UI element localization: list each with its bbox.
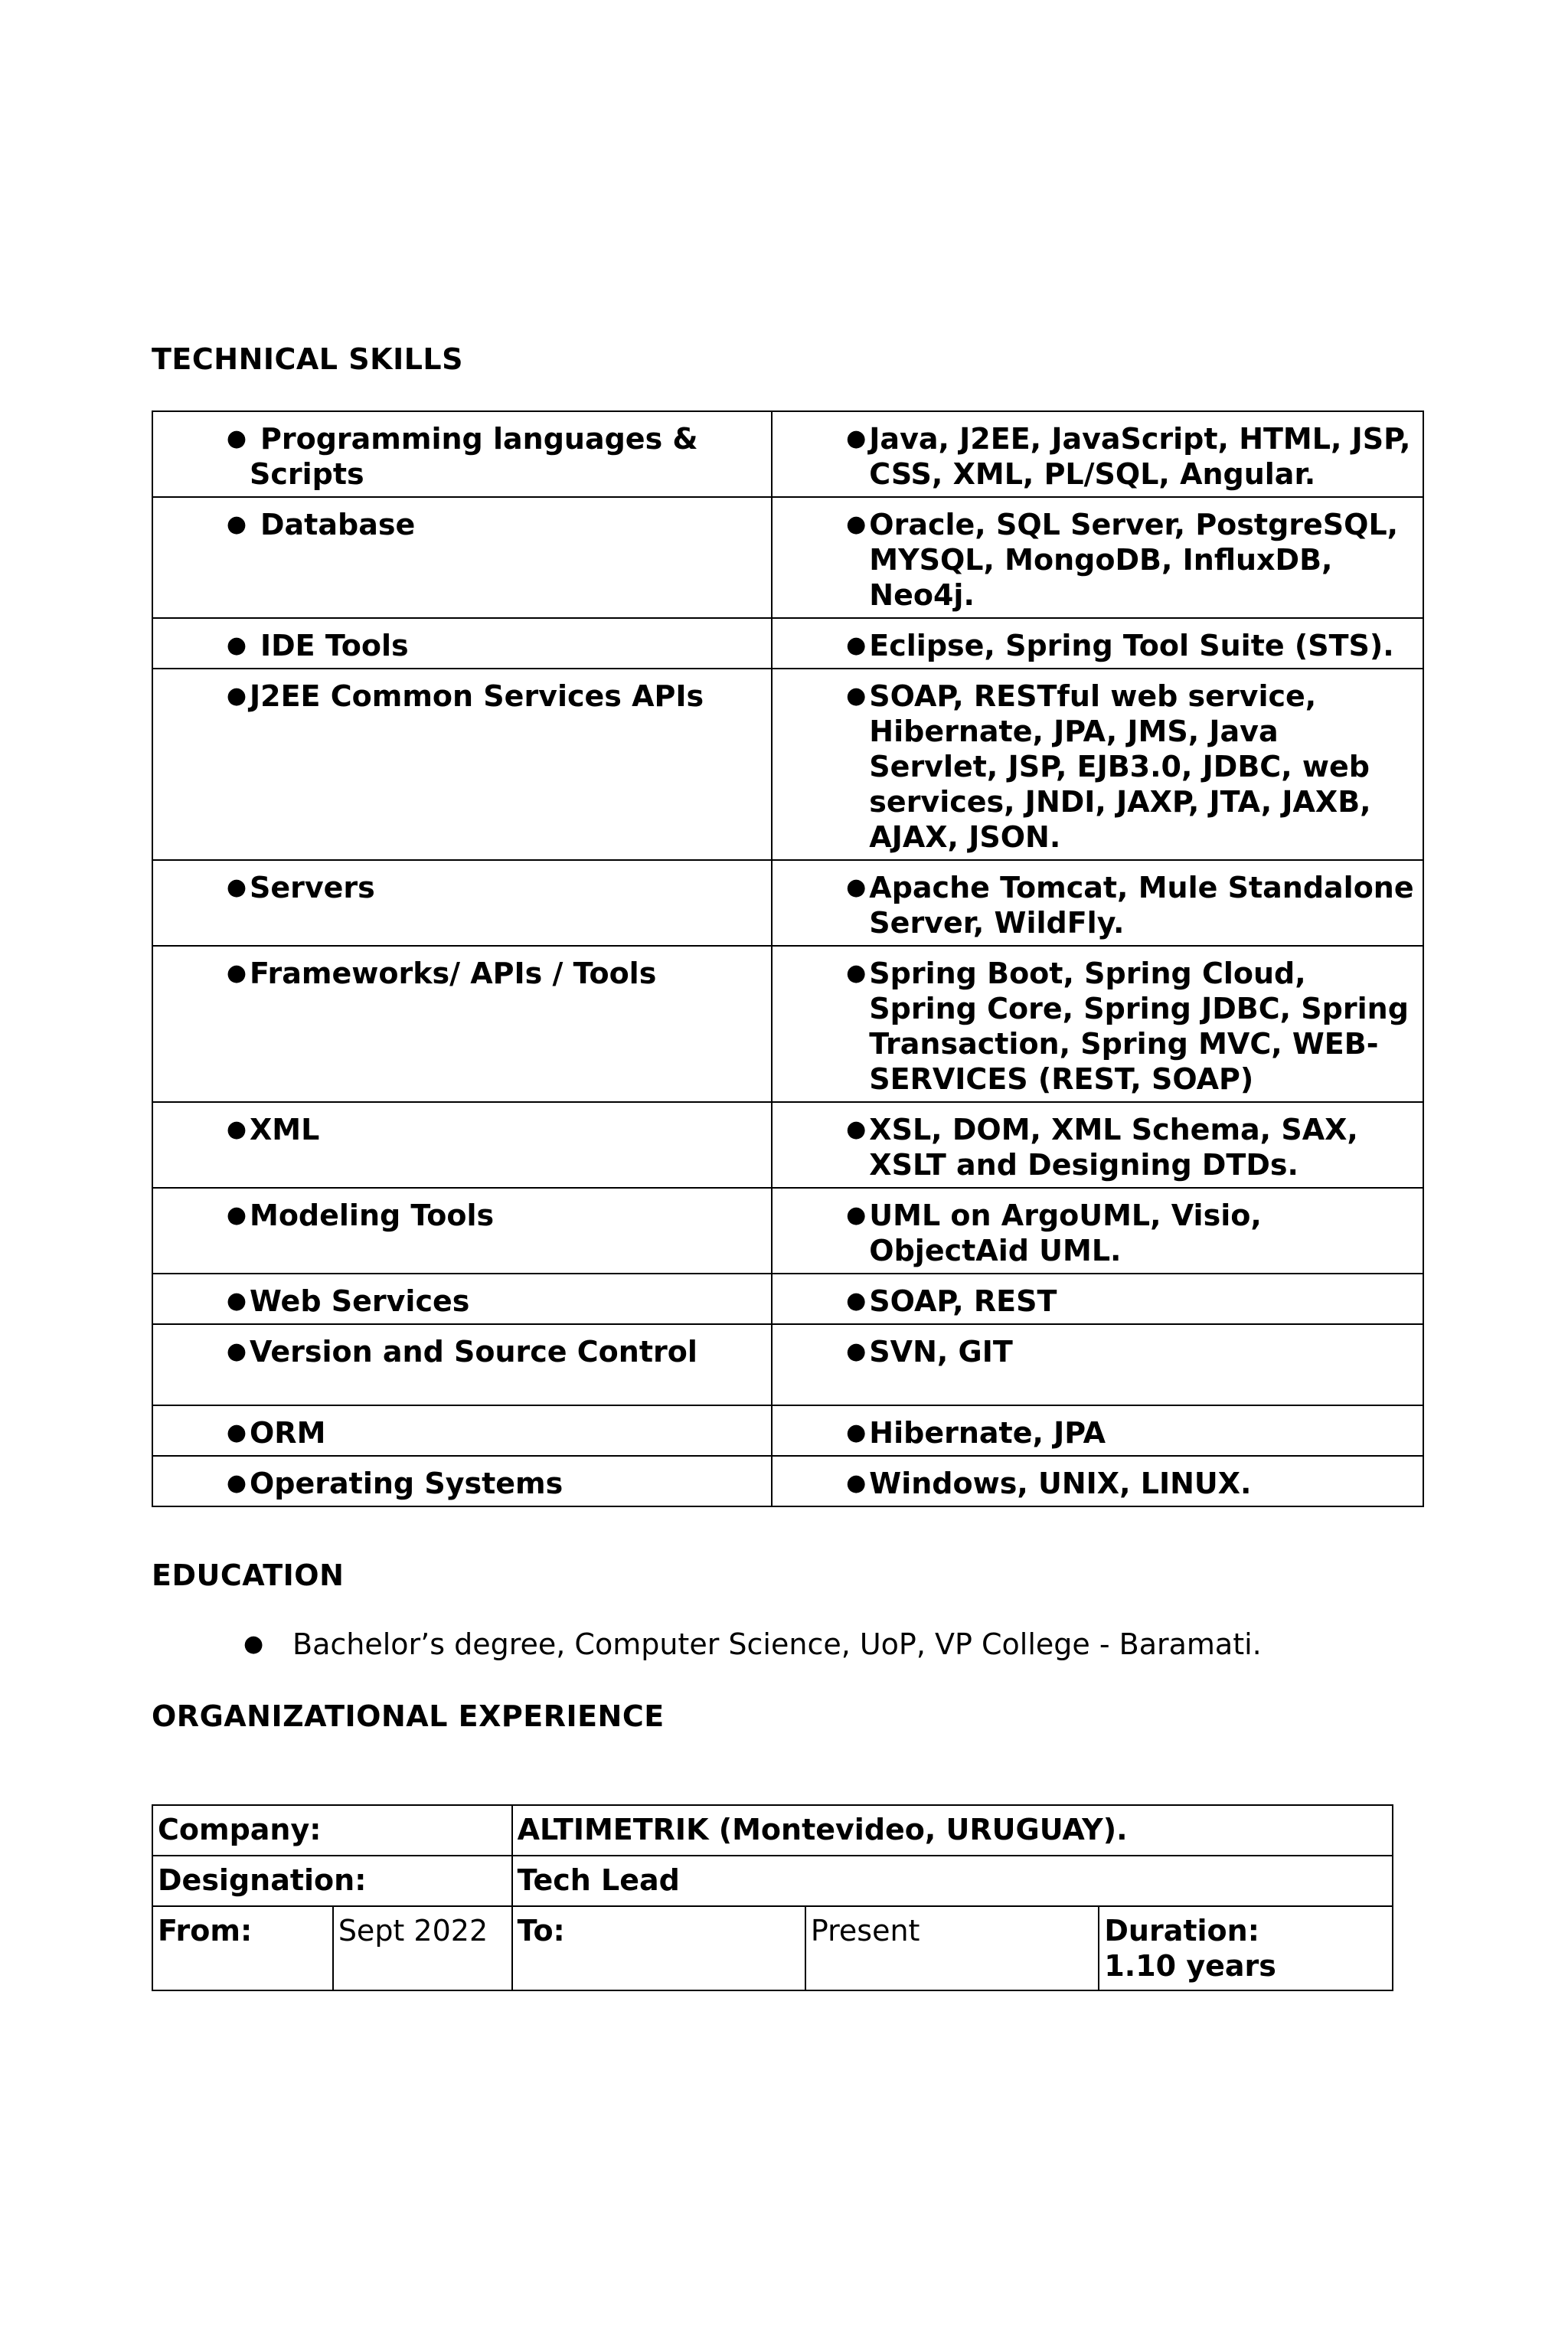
bullet-icon: ● <box>846 682 867 709</box>
company-row <box>152 1805 1393 1856</box>
skills-values-cell <box>772 860 1423 946</box>
to-value: Present <box>805 1906 1099 1990</box>
skills-values: Oracle, SQL Server, PostgreSQL, MYSQL, MongoDB, InfluxDB, Neo4j. <box>869 508 1399 612</box>
skills-values-cell <box>772 1456 1423 1506</box>
skills-category: Database <box>260 508 416 541</box>
skills-values: Apache Tomcat, Mule Standalone Server, WildFly. <box>869 871 1414 940</box>
company-value: ALTIMETRIK (Montevideo, URUGUAY). <box>512 1805 1393 1856</box>
bullet-icon: ● <box>226 1338 247 1365</box>
skills-values: Windows, UNIX, LINUX. <box>869 1467 1252 1500</box>
bullet-icon: ● <box>846 1338 867 1365</box>
skills-category: Programming languages & Scripts <box>250 422 698 491</box>
skills-values-cell <box>772 1102 1423 1188</box>
skills-category-cell <box>152 1188 772 1274</box>
education-list-item <box>243 1627 1262 1662</box>
skills-category: ORM <box>250 1416 326 1450</box>
skills-row <box>152 1456 1423 1506</box>
skills-category-cell <box>152 1405 772 1456</box>
skills-category: IDE Tools <box>260 629 409 662</box>
skills-category: Modeling Tools <box>250 1199 495 1232</box>
to-label: To: <box>512 1906 805 1990</box>
bullet-icon: ● <box>226 425 247 452</box>
bullet-icon: ● <box>226 632 247 659</box>
skills-values: Spring Boot, Spring Cloud, Spring Core, Spring JDBC, Spring Transaction, Spring MVC, WEB-SERVICES (REST, SOAP) <box>869 957 1409 1096</box>
skills-values-cell <box>772 1274 1423 1324</box>
bullet-icon: ● <box>846 1419 867 1446</box>
skills-row <box>152 860 1423 946</box>
experience-table <box>152 1804 1393 1991</box>
skills-values: SOAP, REST <box>869 1284 1057 1318</box>
skills-category-cell <box>152 1456 772 1506</box>
skills-category-cell <box>152 1274 772 1324</box>
skills-category: Web Services <box>250 1284 470 1318</box>
skills-row <box>152 946 1423 1102</box>
skills-row <box>152 1102 1423 1188</box>
bullet-icon: ● <box>846 1287 867 1314</box>
designation-value: Tech Lead <box>512 1856 1393 1906</box>
skills-category: Operating Systems <box>250 1467 564 1500</box>
experience-heading: ORGANIZATIONAL EXPERIENCE <box>152 1699 665 1733</box>
skills-values: Eclipse, Spring Tool Suite (STS). <box>869 629 1394 662</box>
skills-values: Java, J2EE, JavaScript, HTML, JSP, CSS, XML, PL/SQL, Angular. <box>869 422 1411 491</box>
bullet-icon: ● <box>226 1470 247 1496</box>
bullet-icon: ● <box>243 1630 264 1657</box>
company-label: Company: <box>152 1805 512 1856</box>
duration-label: Duration: <box>1104 1914 1259 1948</box>
bullet-icon: ● <box>226 511 247 538</box>
skills-values: SOAP, RESTful web service, Hibernate, JPA, JMS, Java Servlet, JSP, EJB3.0, JDBC, web services, JNDI, JAXP, JTA, JAXB, AJAX, JSON. <box>869 679 1371 854</box>
technical-skills-heading: TECHNICAL SKILLS <box>152 342 463 376</box>
skills-values-cell <box>772 497 1423 618</box>
education-degree: Bachelor’s degree, Computer Science, UoP, VP College - Baramati. <box>292 1627 1262 1661</box>
bullet-icon: ● <box>846 632 867 659</box>
bullet-icon: ● <box>846 1116 867 1143</box>
skills-row <box>152 618 1423 669</box>
skills-values-cell <box>772 1324 1423 1405</box>
skills-values-cell <box>772 1405 1423 1456</box>
skills-row <box>152 1188 1423 1274</box>
bullet-icon: ● <box>226 1419 247 1446</box>
bullet-icon: ● <box>226 1116 247 1143</box>
skills-category-cell <box>152 669 772 860</box>
skills-values-cell <box>772 1188 1423 1274</box>
skills-values-cell <box>772 618 1423 669</box>
skills-table <box>152 410 1424 1507</box>
skills-row <box>152 1324 1423 1405</box>
skills-category-cell <box>152 497 772 618</box>
bullet-icon: ● <box>226 960 247 986</box>
duration-value: 1.10 years <box>1104 1949 1276 1983</box>
skills-category: Frameworks/ APIs / Tools <box>250 957 657 990</box>
skills-values: XSL, DOM, XML Schema, SAX, XSLT and Designing DTDs. <box>869 1113 1358 1182</box>
skills-category-cell <box>152 1102 772 1188</box>
designation-label: Designation: <box>152 1856 512 1906</box>
bullet-icon: ● <box>846 511 867 538</box>
skills-category-cell <box>152 618 772 669</box>
skills-category: J2EE Common Services APIs <box>250 679 704 713</box>
from-label: From: <box>152 1906 333 1990</box>
skills-row <box>152 497 1423 618</box>
skills-row <box>152 669 1423 860</box>
skills-category: Servers <box>250 871 375 904</box>
designation-row <box>152 1856 1393 1906</box>
skills-row <box>152 1405 1423 1456</box>
skills-category-cell <box>152 860 772 946</box>
bullet-icon: ● <box>846 874 867 901</box>
skills-values: Hibernate, JPA <box>869 1416 1106 1450</box>
period-row <box>152 1906 1393 1990</box>
duration-cell <box>1099 1906 1393 1990</box>
bullet-icon: ● <box>226 1202 247 1228</box>
bullet-icon: ● <box>226 682 247 709</box>
skills-values-cell <box>772 411 1423 497</box>
skills-values: UML on ArgoUML, Visio, ObjectAid UML. <box>869 1199 1262 1267</box>
skills-category: Version and Source Control <box>250 1335 697 1369</box>
skills-category-cell <box>152 946 772 1102</box>
skills-values: SVN, GIT <box>869 1335 1013 1369</box>
bullet-icon: ● <box>846 425 867 452</box>
bullet-icon: ● <box>846 960 867 986</box>
skills-values-cell <box>772 669 1423 860</box>
bullet-icon: ● <box>846 1470 867 1496</box>
education-heading: EDUCATION <box>152 1558 345 1592</box>
skills-category-cell <box>152 1324 772 1405</box>
from-value: Sept 2022 <box>333 1906 512 1990</box>
skills-row <box>152 411 1423 497</box>
skills-category: XML <box>250 1113 320 1146</box>
skills-values-cell <box>772 946 1423 1102</box>
bullet-icon: ● <box>846 1202 867 1228</box>
bullet-icon: ● <box>226 874 247 901</box>
skills-row <box>152 1274 1423 1324</box>
skills-category-cell <box>152 411 772 497</box>
skills-table-body <box>152 411 1423 1506</box>
bullet-icon: ● <box>226 1287 247 1314</box>
